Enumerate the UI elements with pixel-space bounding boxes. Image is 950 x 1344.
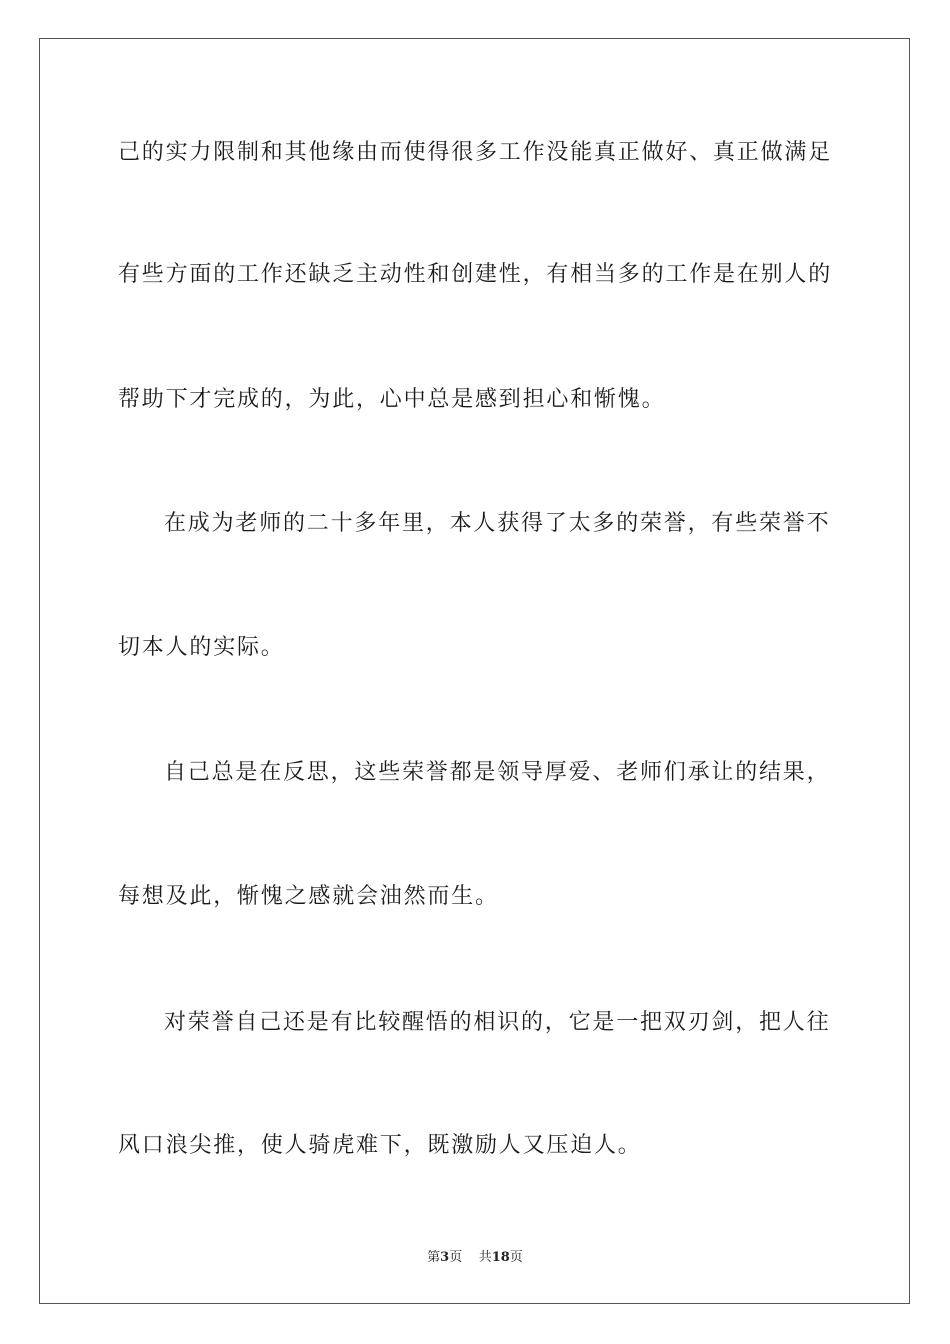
page-border <box>39 38 910 1304</box>
footer-page-prefix: 第 <box>427 1250 441 1265</box>
text-line: 风口浪尖推，使人骑虎难下，既激励人又压迫人。 <box>118 1133 642 1158</box>
footer-page-suffix: 页 <box>449 1250 463 1265</box>
footer-total-suffix: 页 <box>509 1250 523 1265</box>
text-line: 己的实力限制和其他缘由而使得很多工作没能真正做好、真正做满足 <box>118 140 833 165</box>
text-line: 每想及此，惭愧之感就会油然而生。 <box>118 884 499 909</box>
footer-total-number: 18 <box>491 1250 510 1265</box>
paragraph-first-line: 在成为老师的二十多年里，本人获得了太多的荣誉，有些荣誉不 <box>164 511 831 536</box>
text-line: 帮助下才完成的，为此，心中总是感到担心和惭愧。 <box>118 387 666 412</box>
footer-total-prefix: 共 <box>478 1250 492 1265</box>
text-line: 切本人的实际。 <box>118 635 285 660</box>
page-footer <box>0 1246 950 1265</box>
paragraph-first-line: 自己总是在反思，这些荣誉都是领导厚爱、老师们承让的结果， <box>164 760 831 785</box>
text-line: 有些方面的工作还缺乏主动性和创建性，有相当多的工作是在别人的 <box>118 262 833 287</box>
footer-page-number: 3 <box>440 1250 450 1265</box>
paragraph-first-line: 对荣誉自己还是有比较醒悟的相识的，它是一把双刃剑，把人往 <box>164 1010 831 1035</box>
